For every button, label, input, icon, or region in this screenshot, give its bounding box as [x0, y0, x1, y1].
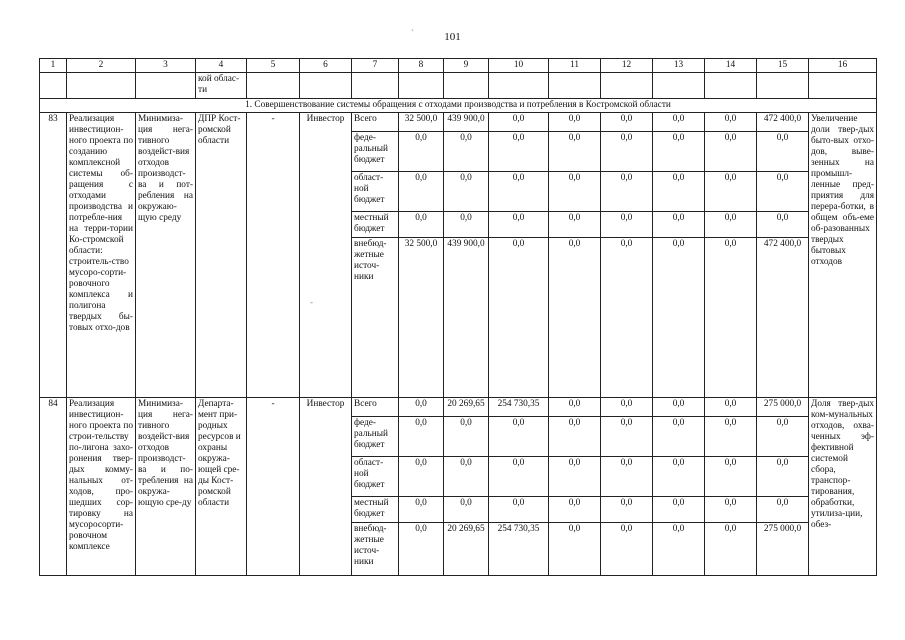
- funding-value: 0,0: [549, 523, 601, 576]
- funding-value: 0,0: [549, 398, 601, 417]
- funding-value: 0,0: [705, 172, 757, 212]
- measure-goal: Минимиза-ция нега-тивного воздейст-вия отходов производст-ва и по-требления на окружа-ющую сре-ду: [136, 398, 196, 576]
- funding-value: 275 000,0: [757, 523, 809, 576]
- funding-value: 0,0: [601, 132, 653, 172]
- target-indicator: Увеличение доли твер-дых быто-вых отхо-дов, выве-зенных на промышл-ленные пред-приятия для перера-ботки, в общем объ-еме об-разованных твердых бытовых отходов: [809, 113, 877, 398]
- funding-source: феде-ральный бюджет: [352, 417, 399, 457]
- funding-value: 0,0: [757, 417, 809, 457]
- funding-value: 0,0: [705, 417, 757, 457]
- section-title: 1. Совершенствование системы обращения с отходами производства и потребления в Костромской области: [40, 99, 877, 113]
- page-number: 101: [444, 31, 461, 43]
- funding-value: 0,0: [549, 457, 601, 497]
- funding-value: 0,0: [444, 172, 489, 212]
- funding-value: 0,0: [653, 457, 705, 497]
- executor: ДПР Кост-ромской области: [196, 113, 247, 398]
- header-col-11: 11: [549, 59, 601, 73]
- funding-value: 0,0: [601, 238, 653, 398]
- funding-value: 0,0: [549, 497, 601, 523]
- funding-value: 0,0: [601, 212, 653, 238]
- continuation-row: [40, 73, 877, 99]
- funding-value: 0,0: [757, 212, 809, 238]
- measure-name: Реализация инвестицион-ного проекта по созданию комплексной системы об-ращения с отходами производства и потребле-ния на терри-тории Ко-стромской области: строитель-ство мусоро-сорти-ровочного комплекса и полигона твердых бы-товых отхо-дов: [67, 113, 136, 398]
- col-5-value: -: [247, 113, 300, 398]
- funding-value: 0,0: [601, 398, 653, 417]
- funding-value: 0,0: [601, 523, 653, 576]
- continuation-cell: кой облас-ти: [196, 73, 247, 99]
- funding-value: 0,0: [601, 172, 653, 212]
- funding-value: 0,0: [653, 238, 705, 398]
- funding-value: 0,0: [399, 497, 444, 523]
- funding-value: 0,0: [489, 417, 549, 457]
- table-row: [40, 398, 877, 417]
- funding-value: 0,0: [489, 457, 549, 497]
- measure-name: Реализация инвестицион-ного проекта по строи-тельству по-лигона захо-ронения твер-дых комму-нальных от-ходов, про-шедших сор-тировку на мусоросорти-ровочном комплексе: [67, 398, 136, 576]
- header-col-1: 1: [40, 59, 67, 73]
- funding-value: 0,0: [549, 172, 601, 212]
- funding-value: 0,0: [399, 212, 444, 238]
- funding-value: 254 730,35: [489, 398, 549, 417]
- header-row: [40, 59, 877, 73]
- funding-value: 0,0: [757, 132, 809, 172]
- funding-value: 32 500,0: [399, 238, 444, 398]
- funding-source: област-ной бюджет: [352, 457, 399, 497]
- scan-mark: -: [310, 297, 313, 307]
- funding-value: 0,0: [489, 497, 549, 523]
- funding-value: 0,0: [444, 417, 489, 457]
- table-row: [40, 113, 877, 132]
- funding-value: 20 269,65: [444, 523, 489, 576]
- funding-value: 0,0: [757, 172, 809, 212]
- funding-source: местный бюджет: [352, 212, 399, 238]
- funding-value: 0,0: [705, 497, 757, 523]
- funding-value: 0,0: [489, 212, 549, 238]
- funding-value: 0,0: [705, 113, 757, 132]
- header-col-8: 8: [399, 59, 444, 73]
- funding-source: Всего: [352, 113, 399, 132]
- funding-source: Всего: [352, 398, 399, 417]
- header-col-7: 7: [352, 59, 399, 73]
- funding-value: 0,0: [757, 497, 809, 523]
- header-col-14: 14: [705, 59, 757, 73]
- funding-value: 254 730,35: [489, 523, 549, 576]
- funding-value: 0,0: [601, 113, 653, 132]
- scan-speck: `: [411, 28, 414, 38]
- funding-source: местный бюджет: [352, 497, 399, 523]
- funding-value: 0,0: [705, 398, 757, 417]
- header-col-5: 5: [247, 59, 300, 73]
- header-col-13: 13: [653, 59, 705, 73]
- row-number: 83: [40, 113, 67, 398]
- funding-value: 0,0: [549, 113, 601, 132]
- col-5-value: -: [247, 398, 300, 576]
- funding-value: 0,0: [653, 212, 705, 238]
- funding-value: 0,0: [444, 497, 489, 523]
- funding-value: 0,0: [601, 497, 653, 523]
- funding-value: 0,0: [549, 212, 601, 238]
- participant: Инвестор: [300, 113, 352, 398]
- target-indicator: Доля твер-дых ком-мунальных отходов, охва-ченных эф-фективной системой сбора, транспор-тирования, обработки, утилиза-ции, обез-: [809, 398, 877, 576]
- measure-goal: Минимиза-ция нега-тивного воздейст-вия отходов производст-ва и пот-ребления на окружаю-щую среду: [136, 113, 196, 398]
- funding-value: 0,0: [601, 417, 653, 457]
- funding-value: 0,0: [653, 523, 705, 576]
- funding-value: 0,0: [549, 238, 601, 398]
- funding-value: 0,0: [444, 212, 489, 238]
- funding-value: 0,0: [549, 132, 601, 172]
- funding-value: 0,0: [444, 132, 489, 172]
- funding-source: внебюд-жетные источ-ники: [352, 238, 399, 398]
- header-col-10: 10: [489, 59, 549, 73]
- funding-value: 0,0: [653, 172, 705, 212]
- funding-value: 0,0: [489, 132, 549, 172]
- funding-value: 275 000,0: [757, 398, 809, 417]
- funding-value: 439 900,0: [444, 238, 489, 398]
- header-col-12: 12: [601, 59, 653, 73]
- funding-value: 0,0: [489, 113, 549, 132]
- funding-value: 0,0: [399, 172, 444, 212]
- funding-value: 0,0: [444, 457, 489, 497]
- funding-value: 20 269,65: [444, 398, 489, 417]
- header-col-3: 3: [136, 59, 196, 73]
- funding-value: 0,0: [653, 113, 705, 132]
- funding-value: 0,0: [399, 398, 444, 417]
- executor: Департа-мент при-родных ресурсов и охраны окружа-ющей сре-ды Кост-ромской области: [196, 398, 247, 576]
- budget-table: [39, 58, 877, 576]
- participant: Инвестор: [300, 398, 352, 576]
- header-col-4: 4: [196, 59, 247, 73]
- header-col-2: 2: [67, 59, 136, 73]
- funding-value: 0,0: [489, 172, 549, 212]
- funding-value: 0,0: [399, 132, 444, 172]
- funding-source: феде-ральный бюджет: [352, 132, 399, 172]
- funding-value: 0,0: [757, 457, 809, 497]
- funding-value: 0,0: [399, 417, 444, 457]
- funding-value: 0,0: [653, 417, 705, 457]
- funding-source: внебюд-жетные источ-ники: [352, 523, 399, 576]
- header-col-9: 9: [444, 59, 489, 73]
- header-col-16: 16: [809, 59, 877, 73]
- funding-value: 0,0: [705, 132, 757, 172]
- header-col-15: 15: [757, 59, 809, 73]
- funding-source: област-ной бюджет: [352, 172, 399, 212]
- funding-value: 439 900,0: [444, 113, 489, 132]
- funding-value: 472 400,0: [757, 113, 809, 132]
- funding-value: 0,0: [653, 132, 705, 172]
- funding-value: 0,0: [399, 523, 444, 576]
- funding-value: 472 400,0: [757, 238, 809, 398]
- row-number: 84: [40, 398, 67, 576]
- funding-value: 0,0: [705, 523, 757, 576]
- funding-value: 32 500,0: [399, 113, 444, 132]
- funding-value: 0,0: [399, 457, 444, 497]
- funding-value: 0,0: [705, 457, 757, 497]
- funding-value: 0,0: [601, 457, 653, 497]
- funding-value: 0,0: [705, 212, 757, 238]
- funding-value: 0,0: [489, 238, 549, 398]
- funding-value: 0,0: [549, 417, 601, 457]
- funding-value: 0,0: [653, 398, 705, 417]
- section-row: [40, 99, 877, 113]
- funding-value: 0,0: [705, 238, 757, 398]
- funding-value: 0,0: [653, 497, 705, 523]
- header-col-6: 6: [300, 59, 352, 73]
